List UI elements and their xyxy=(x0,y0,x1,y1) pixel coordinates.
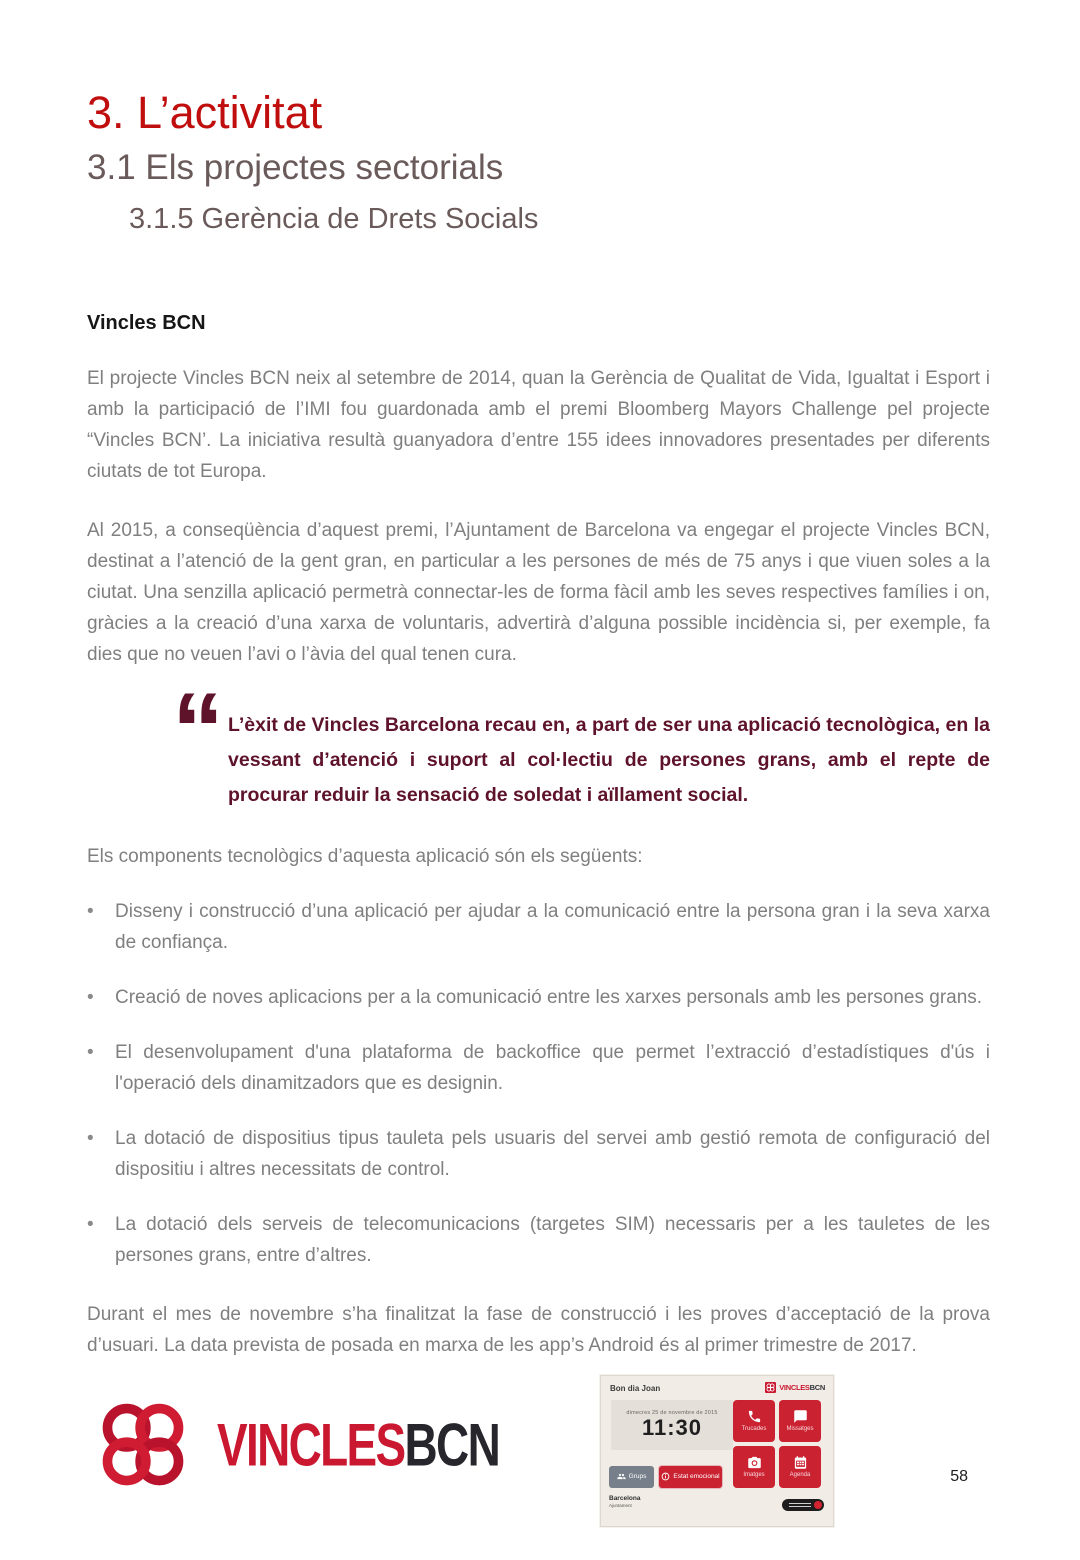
logo-wordmark: VINCLESBCN xyxy=(217,1410,500,1480)
info-circle-icon xyxy=(661,1472,670,1481)
bullet-icon: • xyxy=(87,986,94,1008)
open-quote-icon: “ xyxy=(172,671,224,788)
tablet-brand: VINCLESBCN xyxy=(765,1382,825,1393)
groups-button: Grups xyxy=(609,1466,654,1488)
bullet-icon: • xyxy=(87,1127,94,1149)
chat-icon xyxy=(793,1409,808,1424)
chapter-title: 3. L’activitat xyxy=(87,87,323,138)
red-dot-icon xyxy=(814,1501,822,1509)
paragraph-intro: El projecte Vincles BCN neix al setembre de 2014, quan la Gerència de Qualitat de Vida, Igualtat i Esport i amb la participació de l’IMI fou guardonada amb el premi Bloomberg Mayors Challenge pel projecte “Vincles BCN’. La iniciativa resultà guanyadora d’entre 155 idees innovadores presentades per diferents ciutats de tot Europa. xyxy=(87,367,990,482)
calendar-icon xyxy=(793,1455,808,1470)
images-tile: Imatges xyxy=(733,1446,775,1488)
list-item: • Disseny i construcció d’una aplicació per ajudar a la comunicació entre la persona gran i la seva xarxa de confiança. xyxy=(87,896,990,958)
bullet-icon: • xyxy=(87,900,94,922)
emotional-state-button: Estat emocional xyxy=(659,1466,722,1488)
closing-paragraph: Durant el mes de novembre s’ha finalitzat la fase de construcció i les proves d’acceptació de la prova d’usuari. La data prevista de posada en marxa de les app’s Android és al primer trimestre de 2017. xyxy=(87,1303,990,1356)
messages-tile: Missatges xyxy=(779,1400,821,1442)
bullet-icon: • xyxy=(87,1213,94,1235)
project-heading: Vincles BCN xyxy=(87,311,206,334)
camera-icon xyxy=(747,1455,762,1470)
paragraph-project: Al 2015, a conseqüència d’aquest premi, l’Ajuntament de Barcelona va engegar el projecte Vincles BCN, destinat a l’atenció de la gent gran, en particular a les persones de més de 75 anys i que viuen soles a la ciutat. Una senzilla aplicació permetrà connectar-les de forma fàcil amb les seves respectives famílies i on, gràcies a la creació d’una xarxa de voluntaris, advertirà d’alguna possible incidència si, per exemple, fa dies que no veuen l’avi o l’àvia del qual tenen cura. xyxy=(87,519,990,665)
city-council-mark: Barcelona Ajuntament xyxy=(609,1494,641,1508)
agenda-tile: Agenda xyxy=(779,1446,821,1488)
clock-card xyxy=(611,1400,733,1450)
components-intro: Els components tecnològics d’aquesta aplicació són els següents: xyxy=(87,845,643,867)
bullet-icon: • xyxy=(87,1041,94,1063)
calls-tile: Trucades xyxy=(733,1400,775,1442)
subsection-title: 3.1.5 Gerència de Drets Socials xyxy=(129,202,539,235)
greeting-text: Bon dia Joan xyxy=(610,1383,661,1393)
pull-quote xyxy=(172,671,990,813)
phone-icon xyxy=(747,1409,762,1424)
page-number: 58 xyxy=(950,1468,968,1485)
list-item: • Creació de noves aplicacions per a la comunicació entre les xarxes personals amb les persones grans. xyxy=(87,982,990,1013)
pull-quote-text: L’èxit de Vincles Barcelona recau en, a part de ser una aplicació tecnològica, en la vessant d’atenció i suport al col·lectiu de persones grans, amb el repte de procurar reduir la sensació de soledat i aïllament social. xyxy=(228,713,990,806)
list-item: • La dotació dels serveis de telecomunicacions (targetes SIM) necessaris per a les tauletes de les persones grans, entre d’altres. xyxy=(87,1209,990,1271)
list-item: • La dotació de dispositius tipus tauleta pels usuaris del servei amb gestió remota de configuració del dispositiu i altres necessitats de control. xyxy=(87,1123,990,1185)
section-title: 3.1 Els projectes sectorials xyxy=(87,148,504,188)
components-list xyxy=(87,896,990,1271)
interlocked-rings-icon xyxy=(95,1397,191,1493)
list-item: • El desenvolupament d'una plataforma de backoffice que permet l’extracció d’estadístiques d'ús i l'operació dels dinamitzadors que es designin. xyxy=(87,1037,990,1099)
tablet-app-screenshot xyxy=(600,1375,834,1527)
time-text: 11:30 xyxy=(641,1415,703,1441)
footer-badge xyxy=(782,1499,824,1511)
vincles-mini-logo-icon xyxy=(765,1382,776,1393)
vincles-bcn-logo xyxy=(95,1397,561,1493)
people-icon xyxy=(617,1472,626,1481)
figures-row xyxy=(87,1375,990,1545)
date-text: dimecres 25 de novembre de 2015 xyxy=(626,1410,718,1417)
